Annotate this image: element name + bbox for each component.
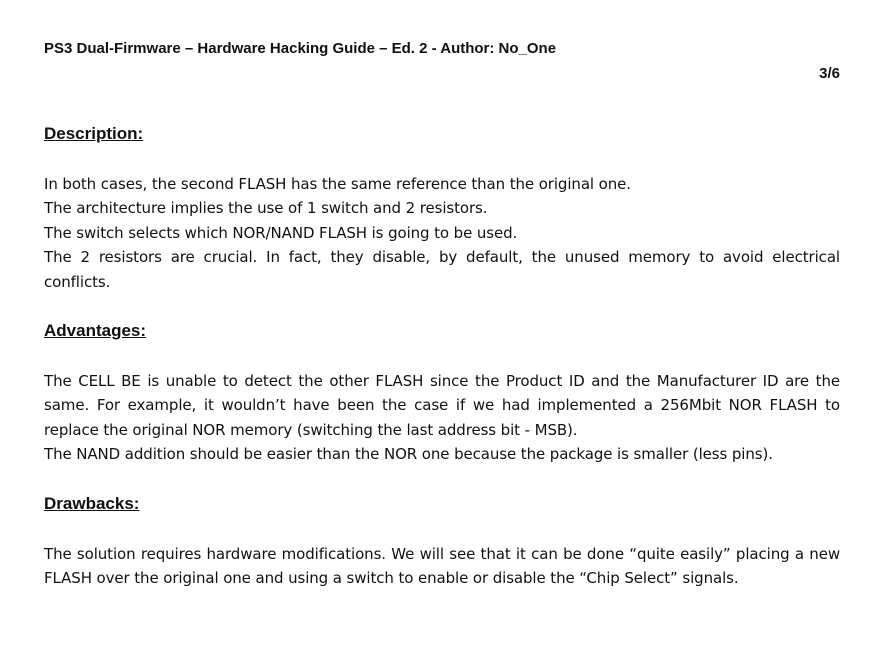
description-line-1: In both cases, the second FLASH has the same reference than the original one. [44, 175, 631, 193]
section-advantages [44, 319, 840, 467]
document-body [44, 122, 840, 615]
description-line-4: The 2 resistors are crucial. In fact, they disable, by default, the unused memory to avoid electrical conflicts. [44, 248, 840, 291]
description-line-2: The architecture implies the use of 1 switch and 2 resistors. [44, 199, 488, 218]
heading-advantages: Advantages: [44, 321, 147, 341]
heading-drawbacks: Drawbacks: [44, 493, 140, 513]
document-header-title: PS3 Dual-Firmware – Hardware Hacking Guide – Ed. 2 - Author: No_One [44, 40, 557, 57]
drawbacks-paragraph-1: The solution requires hardware modifications. We will see that it can be done “quite easily” placing a new FLASH over the original one and using a switch to enable or disable the “Chip Select” signals. [44, 544, 840, 588]
advantages-paragraph-2: The NAND addition should be easier than the NOR one because the package is smaller (less pins). [44, 445, 773, 464]
section-drawbacks [44, 492, 840, 591]
page-number: 3/6 [819, 65, 840, 82]
section-description [44, 122, 840, 294]
description-line-3: The switch selects which NOR/NAND FLASH is going to be used. [44, 223, 518, 242]
heading-description: Description: [44, 124, 144, 143]
advantages-paragraph-1: The CELL BE is unable to detect the other FLASH since the Product ID and the Manufacturer ID are the same. For example, it wouldn’t have been the case if we had implemented a 256Mbit NOR FLASH to replace the original NOR memory (switching the last address bit - MSB). [44, 372, 840, 439]
